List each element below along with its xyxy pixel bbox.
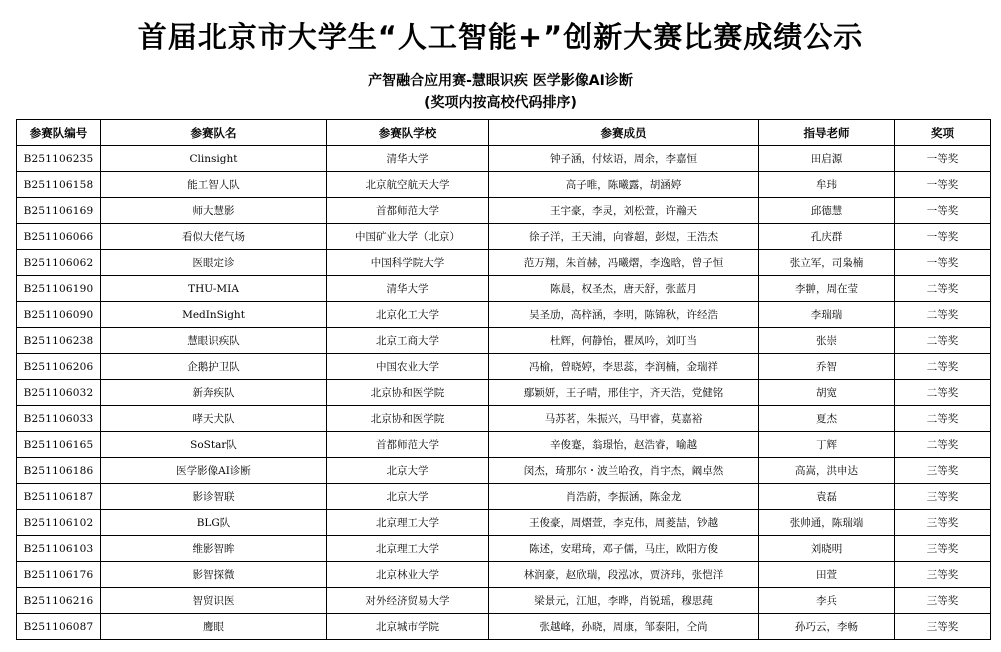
advisor-cell: 李翀，周在莹 xyxy=(759,276,895,302)
advisor-cell: 孔庆群 xyxy=(759,224,895,250)
school-cell: 中国矿业大学（北京） xyxy=(327,224,489,250)
team-name-cell: 鹰眼 xyxy=(101,614,327,640)
award-cell: 三等奖 xyxy=(895,484,991,510)
header-advisor: 指导老师 xyxy=(759,120,895,146)
table-row xyxy=(17,614,991,640)
table-row xyxy=(17,328,991,354)
award-cell: 二等奖 xyxy=(895,302,991,328)
members-cell: 陈述，安珺琦，邓子儒，马庄，欧阳方俊 xyxy=(489,536,759,562)
team-id-cell: B251106235 xyxy=(17,146,101,172)
advisor-cell: 田启源 xyxy=(759,146,895,172)
advisor-cell: 张帅通，陈瑞端 xyxy=(759,510,895,536)
team-id-cell: B251106176 xyxy=(17,562,101,588)
team-name-cell: 医学影像AI诊断 xyxy=(101,458,327,484)
advisor-cell: 李兵 xyxy=(759,588,895,614)
header-row xyxy=(17,120,991,146)
header-team-name: 参赛队名 xyxy=(101,120,327,146)
advisor-cell: 田萱 xyxy=(759,562,895,588)
team-name-cell: 影诊智联 xyxy=(101,484,327,510)
school-cell: 清华大学 xyxy=(327,146,489,172)
team-name-cell: Clinsight xyxy=(101,146,327,172)
table-row xyxy=(17,276,991,302)
team-name-cell: 看似大佬气场 xyxy=(101,224,327,250)
advisor-cell: 高嵩，洪申达 xyxy=(759,458,895,484)
school-cell: 北京理工大学 xyxy=(327,510,489,536)
school-cell: 北京工商大学 xyxy=(327,328,489,354)
table-row xyxy=(17,380,991,406)
table-row xyxy=(17,432,991,458)
school-cell: 首都师范大学 xyxy=(327,198,489,224)
team-id-cell: B251106206 xyxy=(17,354,101,380)
table-row xyxy=(17,250,991,276)
team-name-cell: 企鹅护卫队 xyxy=(101,354,327,380)
school-cell: 首都师范大学 xyxy=(327,432,489,458)
advisor-cell: 袁磊 xyxy=(759,484,895,510)
advisor-cell: 孙巧云，李畅 xyxy=(759,614,895,640)
advisor-cell: 邱德慧 xyxy=(759,198,895,224)
members-cell: 辛俊蹇，翁璟怡，赵浩睿，喻越 xyxy=(489,432,759,458)
school-cell: 北京航空航天大学 xyxy=(327,172,489,198)
team-id-cell: B251106090 xyxy=(17,302,101,328)
competition-track-subtitle: 产智融合应用赛-慧眼识疾 医学影像AI诊断 xyxy=(368,73,633,89)
team-name-cell: 能工智人队 xyxy=(101,172,327,198)
team-id-cell: B251106087 xyxy=(17,614,101,640)
table-row xyxy=(17,484,991,510)
advisor-cell: 牟玮 xyxy=(759,172,895,198)
team-id-cell: B251106102 xyxy=(17,510,101,536)
members-cell: 高子唯，陈曦露，胡涵婷 xyxy=(489,172,759,198)
award-cell: 一等奖 xyxy=(895,250,991,276)
award-cell: 二等奖 xyxy=(895,328,991,354)
award-cell: 三等奖 xyxy=(895,614,991,640)
team-name-cell: 新奔疾队 xyxy=(101,380,327,406)
team-id-cell: B251106238 xyxy=(17,328,101,354)
school-cell: 对外经济贸易大学 xyxy=(327,588,489,614)
advisor-cell: 乔智 xyxy=(759,354,895,380)
school-cell: 清华大学 xyxy=(327,276,489,302)
table-row xyxy=(17,406,991,432)
school-cell: 北京协和医学院 xyxy=(327,406,489,432)
members-cell: 徐子洋，王天浦，向睿超，彭煜，王浩杰 xyxy=(489,224,759,250)
members-cell: 王宇豪，李灵，刘松萱，许瀚天 xyxy=(489,198,759,224)
award-cell: 二等奖 xyxy=(895,380,991,406)
table-row xyxy=(17,536,991,562)
team-name-cell: MedInSight xyxy=(101,302,327,328)
header-award: 奖项 xyxy=(895,120,991,146)
team-id-cell: B251106062 xyxy=(17,250,101,276)
team-id-cell: B251106169 xyxy=(17,198,101,224)
table-row xyxy=(17,198,991,224)
advisor-cell: 张立军，司枭楠 xyxy=(759,250,895,276)
award-cell: 二等奖 xyxy=(895,406,991,432)
team-name-cell: 智贸识医 xyxy=(101,588,327,614)
members-cell: 肖浩蔚，李振涵，陈金龙 xyxy=(489,484,759,510)
advisor-cell: 张崇 xyxy=(759,328,895,354)
advisor-cell: 夏杰 xyxy=(759,406,895,432)
members-cell: 吴圣劢，高梓涵，李明，陈锦秋，许经浩 xyxy=(489,302,759,328)
advisor-cell: 李瑞瑞 xyxy=(759,302,895,328)
header-team-id: 参赛队编号 xyxy=(17,120,101,146)
members-cell: 冯榆，曾晓婷，李思蕊，李润楠，金瑞祥 xyxy=(489,354,759,380)
table-row xyxy=(17,354,991,380)
award-cell: 二等奖 xyxy=(895,276,991,302)
school-cell: 中国科学院大学 xyxy=(327,250,489,276)
team-name-cell: SoStar队 xyxy=(101,432,327,458)
team-id-cell: B251106190 xyxy=(17,276,101,302)
members-cell: 杜辉，何静怡，瞿凤吟，刘叮当 xyxy=(489,328,759,354)
award-cell: 三等奖 xyxy=(895,588,991,614)
page-title: 首届北京市大学生“人工智能+”创新大赛比赛成绩公示 xyxy=(137,20,864,54)
school-cell: 北京林业大学 xyxy=(327,562,489,588)
members-cell: 王俊豪，周熠萱，李克伟，周菱喆，钞越 xyxy=(489,510,759,536)
team-name-cell: 影智探微 xyxy=(101,562,327,588)
team-id-cell: B251106033 xyxy=(17,406,101,432)
team-id-cell: B251106066 xyxy=(17,224,101,250)
members-cell: 钟子涵，付炫语，周余，李嘉恒 xyxy=(489,146,759,172)
team-name-cell: 维影智眸 xyxy=(101,536,327,562)
team-id-cell: B251106165 xyxy=(17,432,101,458)
school-cell: 北京大学 xyxy=(327,458,489,484)
members-cell: 张越峰，孙晓，周康，邹泰阳，仝尚 xyxy=(489,614,759,640)
school-cell: 北京城市学院 xyxy=(327,614,489,640)
members-cell: 鄢颖妍，王子晴，邢佳宇，齐天浩，党健铭 xyxy=(489,380,759,406)
team-id-cell: B251106187 xyxy=(17,484,101,510)
award-cell: 三等奖 xyxy=(895,510,991,536)
team-name-cell: 师大慧影 xyxy=(101,198,327,224)
table-row xyxy=(17,510,991,536)
school-cell: 中国农业大学 xyxy=(327,354,489,380)
award-cell: 二等奖 xyxy=(895,432,991,458)
members-cell: 范万翔，朱首赫，冯曦熠，李逸晗，曾子恒 xyxy=(489,250,759,276)
team-name-cell: 哮天犬队 xyxy=(101,406,327,432)
award-cell: 三等奖 xyxy=(895,458,991,484)
members-cell: 梁景元，江旭，李晔，肖锐瑶，穆思莼 xyxy=(489,588,759,614)
award-cell: 一等奖 xyxy=(895,172,991,198)
results-table-body xyxy=(17,146,991,640)
team-name-cell: THU-MIA xyxy=(101,276,327,302)
team-id-cell: B251106103 xyxy=(17,536,101,562)
advisor-cell: 丁辉 xyxy=(759,432,895,458)
team-id-cell: B251106186 xyxy=(17,458,101,484)
table-row xyxy=(17,302,991,328)
school-cell: 北京协和医学院 xyxy=(327,380,489,406)
table-row xyxy=(17,172,991,198)
members-cell: 陈晨，权圣杰，唐天舒，张蓝月 xyxy=(489,276,759,302)
team-name-cell: 医眼定诊 xyxy=(101,250,327,276)
results-table-header xyxy=(17,120,991,146)
advisor-cell: 胡宽 xyxy=(759,380,895,406)
award-cell: 三等奖 xyxy=(895,536,991,562)
table-row xyxy=(17,146,991,172)
team-id-cell: B251106158 xyxy=(17,172,101,198)
sort-order-note: (奖项内按高校代码排序) xyxy=(424,95,577,111)
award-cell: 一等奖 xyxy=(895,198,991,224)
school-cell: 北京大学 xyxy=(327,484,489,510)
advisor-cell: 刘晓明 xyxy=(759,536,895,562)
table-row xyxy=(17,562,991,588)
table-row xyxy=(17,458,991,484)
award-cell: 二等奖 xyxy=(895,354,991,380)
team-name-cell: 慧眼识疾队 xyxy=(101,328,327,354)
team-id-cell: B251106032 xyxy=(17,380,101,406)
award-cell: 一等奖 xyxy=(895,224,991,250)
award-cell: 三等奖 xyxy=(895,562,991,588)
school-cell: 北京理工大学 xyxy=(327,536,489,562)
results-table xyxy=(16,119,991,640)
members-cell: 马苏茗，朱振兴，马甲睿，莫嘉裕 xyxy=(489,406,759,432)
team-name-cell: BLG队 xyxy=(101,510,327,536)
award-cell: 一等奖 xyxy=(895,146,991,172)
table-row xyxy=(17,224,991,250)
team-id-cell: B251106216 xyxy=(17,588,101,614)
table-row xyxy=(17,588,991,614)
header-school: 参赛队学校 xyxy=(327,120,489,146)
header-members: 参赛成员 xyxy=(489,120,759,146)
members-cell: 林润豪，赵欣瑞，段泓冰，贾济玮，张恺洋 xyxy=(489,562,759,588)
members-cell: 闵杰，琦那尔・波兰哈孜，肖宇杰，阚卓然 xyxy=(489,458,759,484)
school-cell: 北京化工大学 xyxy=(327,302,489,328)
